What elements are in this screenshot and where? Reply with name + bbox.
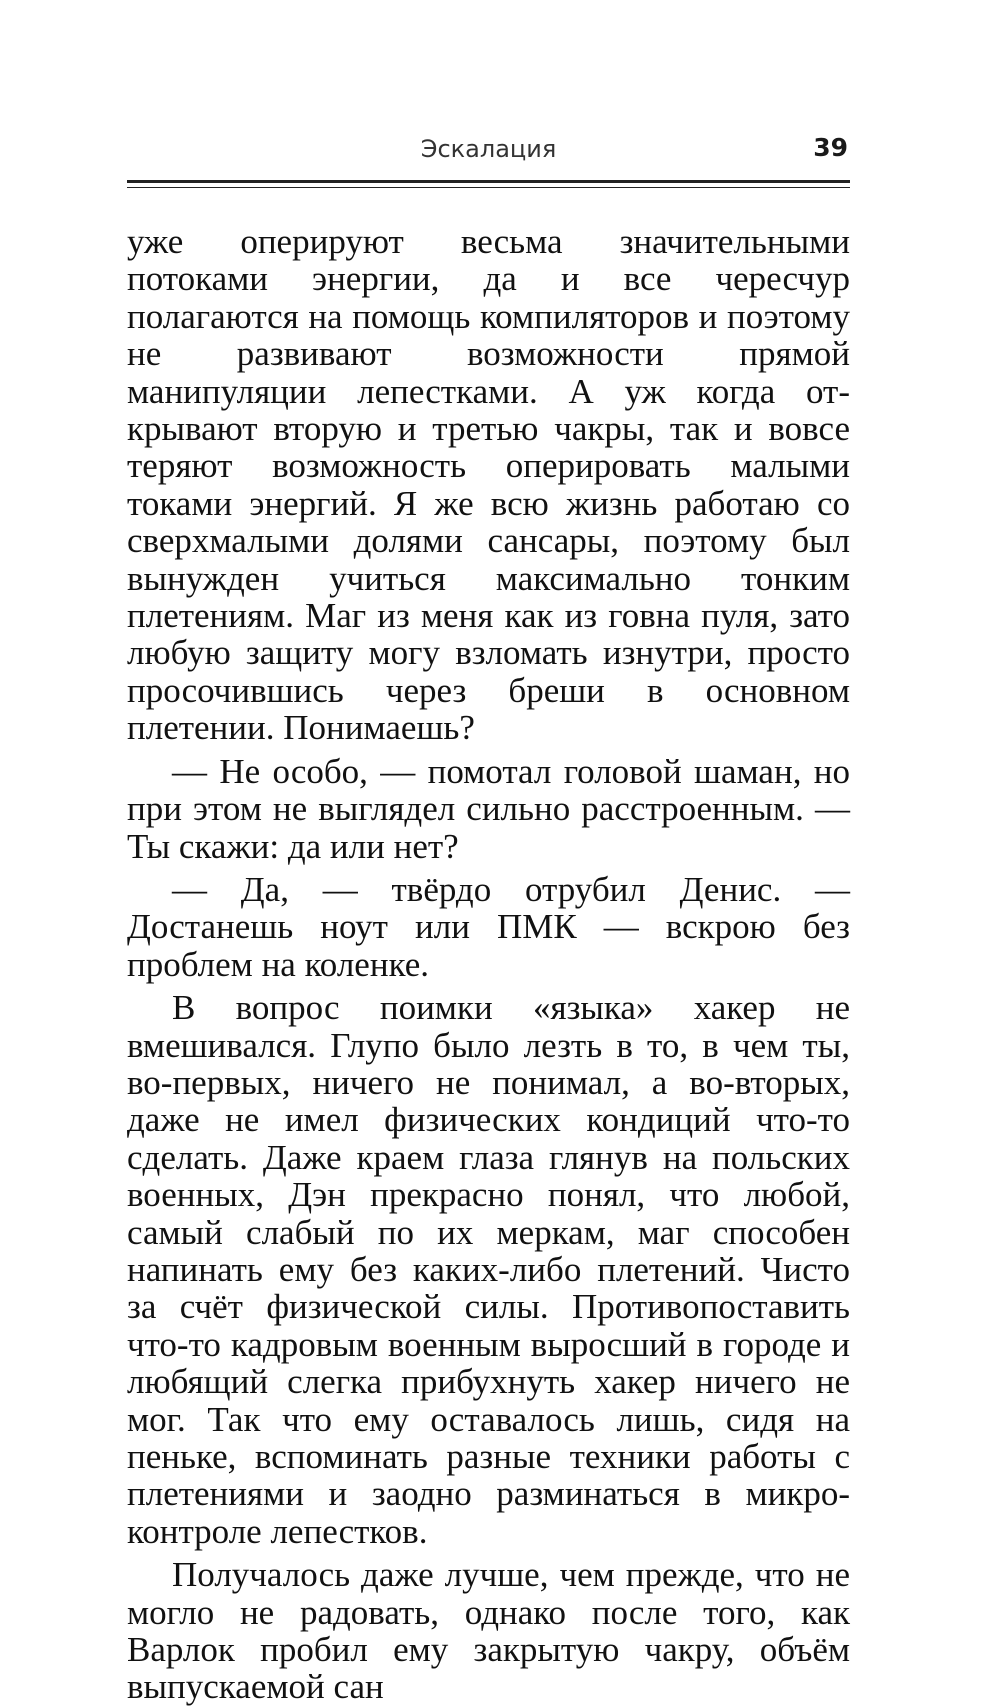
header-rule-thin [127, 187, 850, 188]
chapter-title: Эскалация [420, 135, 557, 163]
running-header [127, 135, 850, 171]
paragraph: В вопрос поимки «языка» хакер не вмешивался. Глупо было лезть в то, в чем ты, во-первых, ничего не понимал, а во-вторых, даже не имел физических кондиций что-то сделать. Даже краем глаза глянув на польских военных, Дэн прекрасно понял, что любой, самый слабый по их меркам, маг способен напинать ему без каких-либо плетений. Чисто за счёт физической силы. Противопоставить что-то кадровым военным выросший в городе и любящий слегка прибухнуть хакер ничего не мог. Так что ему оставалось лишь, сидя на пеньке, вспоминать разные техники работы с плетениями и заодно разминаться в микроконтроле лепестков. [127, 988, 850, 1551]
paragraph: — Да, — твёрдо отрубил Денис. — Достанешь ноут или ПМК — вскрою без проблем на коленке. [127, 869, 850, 984]
paragraph: — Не особо, — помотал головой шаман, но при этом не выглядел сильно расстроенным. — Ты скажи: да или нет? [127, 751, 850, 866]
page-number: 39 [813, 133, 848, 162]
paragraph: Получалось даже лучше, чем прежде, что не могло не радовать, однако после того, как Варлок пробил ему закрытую чакру, объём выпускаемой сан [127, 1555, 850, 1706]
body-text [127, 223, 850, 1706]
paragraph: уже оперируют весьма значительными потоками энергии, да и все чересчур полагаются на помощь компиляторов и поэтому не развивают возможности прямой манипуляции лепестками. А уж когда открывают вторую и третью чакры, так и вовсе теряют возможность оперировать малыми токами энергий. Я же всю жизнь работаю со сверхмалыми долями сансары, поэтому был вынужден учиться максимально тонким плетениям. Маг из меня как из говна пуля, зато любую защиту могу взломать изнутри, просто просочившись через бреши в основном плетении. Понимаешь? [127, 222, 850, 748]
header-rule-thick [127, 180, 850, 183]
